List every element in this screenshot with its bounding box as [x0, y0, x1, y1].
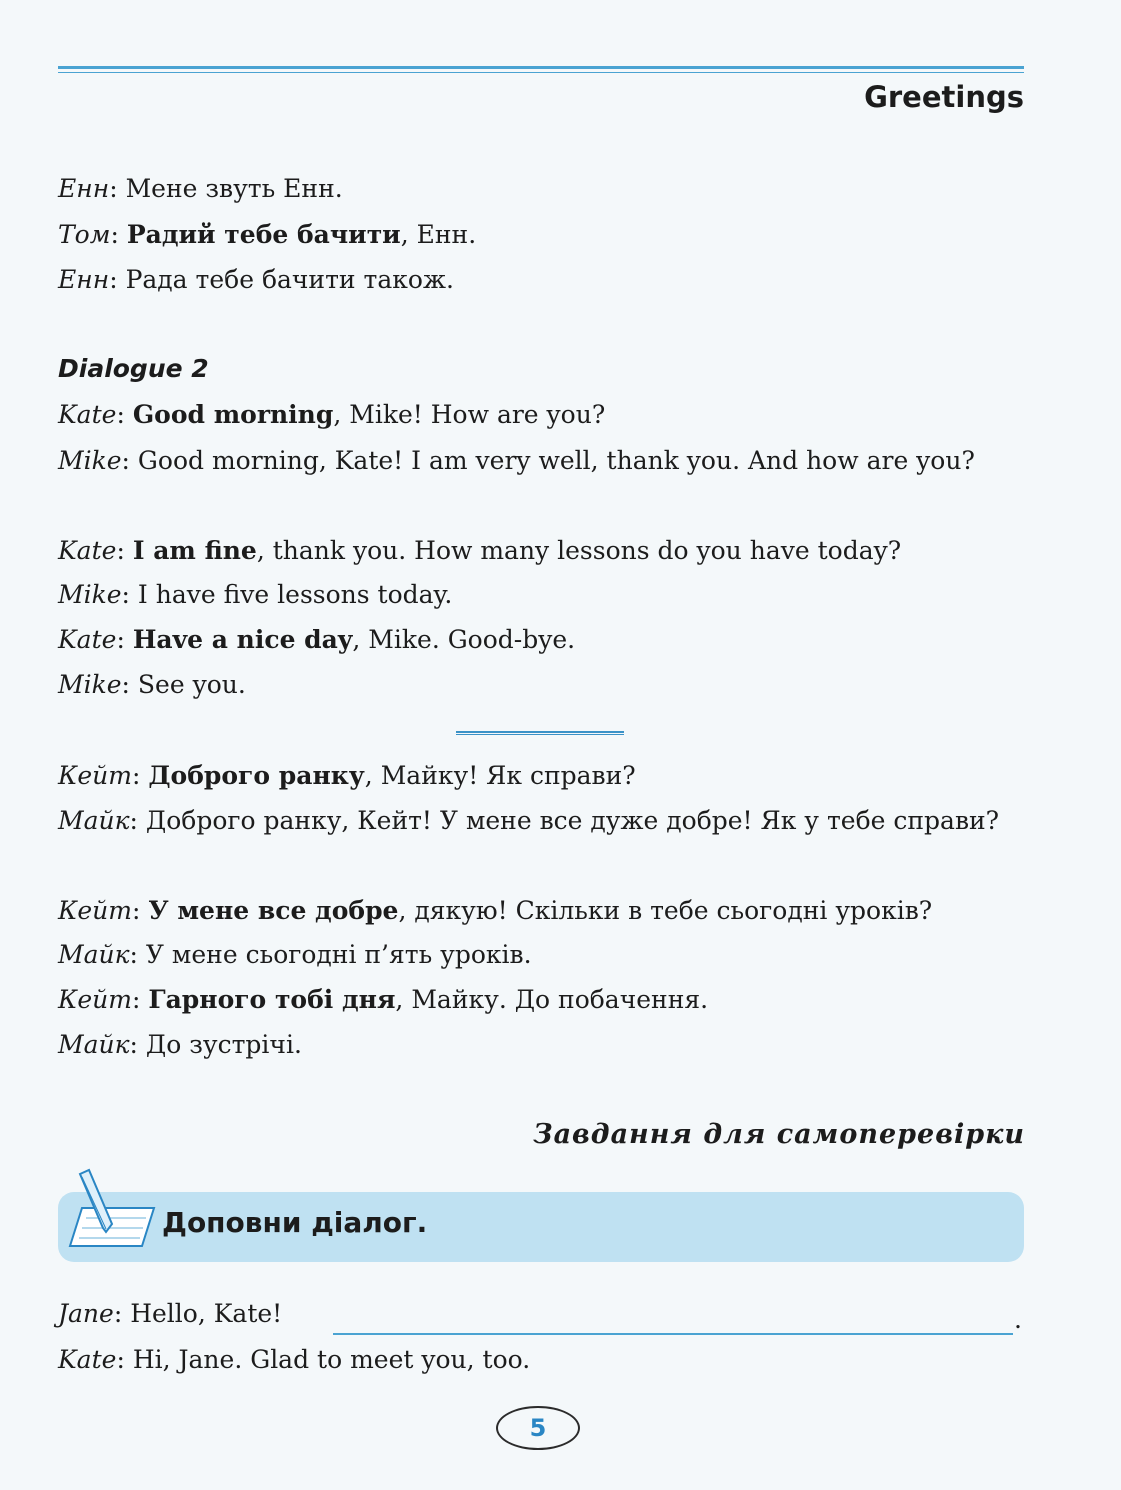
line-text: Мене звуть Енн. — [125, 174, 343, 203]
speaker: Том — [58, 220, 111, 249]
line-text: , Mike. Good-bye. — [352, 625, 576, 654]
speaker: Jane — [58, 1299, 114, 1328]
pencil-notebook-icon — [62, 1168, 162, 1258]
speaker: Майк — [58, 940, 130, 969]
self-check-title: Завдання для самоперевірки — [533, 1119, 1025, 1150]
dialogue-line: Том: Радий тебе бачити, Енн. — [58, 220, 477, 249]
line-text: До зустрічі. — [145, 1030, 302, 1059]
bold-phrase: Гарного тобі дня — [148, 985, 396, 1014]
speaker: Кейт — [58, 896, 132, 925]
dialogue-line: Mike: See you. — [58, 670, 246, 699]
section-title: Greetings — [864, 80, 1024, 114]
line-text: , дякую! Скільки в тебе сьогодні уроків? — [398, 896, 933, 925]
bold-phrase: Good morning — [132, 400, 334, 429]
dialogue-heading: Dialogue 2 — [58, 354, 209, 383]
speaker: Енн — [58, 174, 110, 203]
task-instruction: Доповни діалог. — [162, 1206, 428, 1239]
bold-phrase: I am fine — [132, 536, 257, 565]
page-number: 5 — [496, 1406, 580, 1450]
line-text: , Mike! How are you? — [333, 400, 606, 429]
dialogue-line: Кейт: Гарного тобі дня, Майку. До побачення. — [58, 985, 709, 1014]
bold-phrase: У мене все добре — [148, 896, 399, 925]
divider — [456, 731, 624, 735]
dialogue-line: Mike: I have five lessons today. — [58, 580, 453, 609]
bold-phrase: Have a nice day — [132, 625, 353, 654]
line-text: I have five lessons today. — [137, 580, 453, 609]
speaker: Mike — [58, 580, 122, 609]
dialogue-line: Енн: Рада тебе бачити також. — [58, 265, 454, 294]
answer-blank[interactable] — [333, 1333, 1013, 1335]
dialogue-line: Майк: До зустрічі. — [58, 1030, 302, 1059]
dialogue-line: Kate: Good morning, Mike! How are you? — [58, 400, 606, 429]
speaker: Енн — [58, 265, 110, 294]
speaker: Кейт — [58, 985, 132, 1014]
line-text: , Майку! Як справи? — [364, 761, 636, 790]
bold-phrase: Доброго ранку — [148, 761, 365, 790]
dialogue-line: Майк: Доброго ранку, Кейт! У мене все дуже добре! Як у тебе справи? — [58, 806, 1000, 835]
dialogue-line: Майк: У мене сьогодні п’ять уроків. — [58, 940, 532, 969]
dialogue-line: Кейт: Доброго ранку, Майку! Як справи? — [58, 761, 636, 790]
line-text: Good morning, Kate! I am very well, thank you. And how are you? — [137, 446, 975, 475]
header-rule — [58, 66, 1024, 73]
dialogue-line: Енн: Мене звуть Енн. — [58, 174, 343, 203]
exercise-line: Jane: Hello, Kate! — [58, 1299, 283, 1328]
speaker: Kate — [58, 400, 117, 429]
speaker: Кейт — [58, 761, 132, 790]
speaker: Майк — [58, 1030, 130, 1059]
exercise-line: Kate: Hi, Jane. Glad to meet you, too. — [58, 1345, 531, 1374]
dialogue-line: Kate: I am fine, thank you. How many lessons do you have today? — [58, 536, 902, 565]
speaker: Mike — [58, 670, 122, 699]
line-text: , Енн. — [400, 220, 477, 249]
line-text: У мене сьогодні п’ять уроків. — [145, 940, 532, 969]
dialogue-line: Kate: Have a nice day, Mike. Good-bye. — [58, 625, 576, 654]
speaker: Kate — [58, 1345, 117, 1374]
line-text: Hi, Jane. Glad to meet you, too. — [132, 1345, 531, 1374]
dialogue-line: Кейт: У мене все добре, дякую! Скільки в тебе сьогодні уроків? — [58, 896, 933, 925]
line-text: , Майку. До побачення. — [395, 985, 709, 1014]
speaker: Mike — [58, 446, 122, 475]
line-text: Hello, Kate! — [130, 1299, 283, 1328]
line-text: See you. — [137, 670, 246, 699]
line-end-period: . — [1014, 1305, 1022, 1334]
line-text: Доброго ранку, Кейт! У мене все дуже добре! Як у тебе справи? — [145, 806, 1000, 835]
dialogue-line: Mike: Good morning, Kate! I am very well, thank you. And how are you? — [58, 446, 975, 475]
bold-phrase: Радий тебе бачити — [126, 220, 401, 249]
line-text: , thank you. How many lessons do you have today? — [256, 536, 902, 565]
line-text: Рада тебе бачити також. — [125, 265, 454, 294]
speaker: Майк — [58, 806, 130, 835]
speaker: Kate — [58, 536, 117, 565]
speaker: Kate — [58, 625, 117, 654]
